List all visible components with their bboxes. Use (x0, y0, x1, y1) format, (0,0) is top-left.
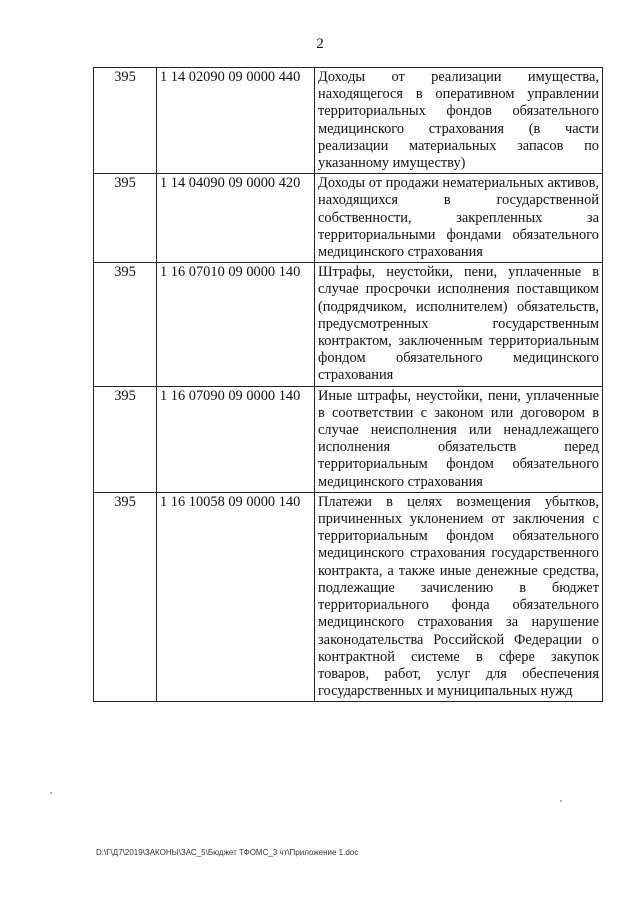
admin-code-cell: 395 (94, 386, 157, 492)
table-row (94, 263, 603, 386)
kbk-code-cell: 1 16 07010 09 0000 140 (157, 263, 315, 386)
kbk-code-cell: 1 14 02090 09 0000 440 (157, 68, 315, 174)
admin-code-cell: 395 (94, 263, 157, 386)
kbk-code-cell: 1 16 07090 09 0000 140 (157, 386, 315, 492)
revenue-name-cell: Доходы от реализации имущества, находящегося в оперативном управлении территориальных фондов обязательного медицинского страхования (в части реализации материальных запасов по указанному имуществу) (315, 68, 603, 174)
revenue-name-cell: Платежи в целях возмещения убытков, причиненных уклонением от заключения с территориальным фондом обязательного медицинского страхования государственного контракта, а также иные денежные средства, подлежащие зачислению в бюджет территориального фонда обязательного медицинского страхования за нарушение законодательства Российской Федерации о контрактной системе в сфере закупок товаров, работ, услуг для обеспечения государственных и муниципальных нужд (315, 492, 603, 701)
table-row (94, 386, 603, 492)
table-row (94, 68, 603, 174)
kbk-code-cell: 1 14 04090 09 0000 420 (157, 174, 315, 263)
revenue-codes-table (93, 67, 603, 702)
footer-file-path: D:\Г\Д7\2019\ЗАКОНЫ\ЗАС_5\Бюджет ТФОМС_3 чт\Приложение 1.doc (96, 848, 359, 857)
revenue-name-cell: Иные штрафы, неустойки, пени, уплаченные в соответствии с законом или договором в случае неисполнения или ненадлежащего исполнения обязательств перед территориальным фондом обязательного медицинского страхования (315, 386, 603, 492)
scan-speck (50, 792, 52, 794)
admin-code-cell: 395 (94, 174, 157, 263)
revenue-name-cell: Штрафы, неустойки, пени, уплаченные в случае просрочки исполнения поставщиком (подрядчиком, исполнителем) обязательств, предусмотренных государственным контрактом, заключенным территориальным фондом обязательного медицинского страхования (315, 263, 603, 386)
table-row (94, 492, 603, 701)
revenue-name-cell: Доходы от продажи нематериальных активов, находящихся в государственной собственности, закрепленных за территориальными фондами обязательного медицинского страхования (315, 174, 603, 263)
admin-code-cell: 395 (94, 68, 157, 174)
page-number: 2 (316, 36, 324, 52)
table-row (94, 174, 603, 263)
admin-code-cell: 395 (94, 492, 157, 701)
kbk-code-cell: 1 16 10058 09 0000 140 (157, 492, 315, 701)
scan-speck (560, 800, 562, 802)
